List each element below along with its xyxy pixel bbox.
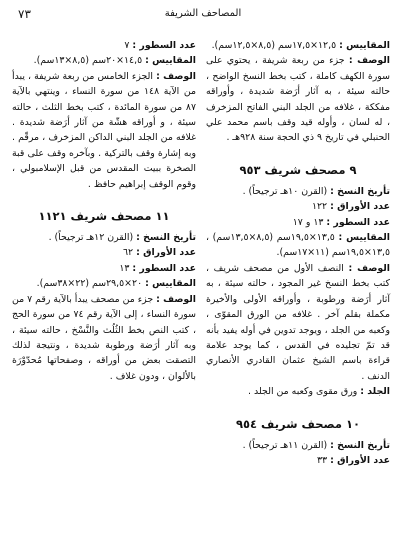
entry-leaves: [12, 245, 196, 260]
field-label: المقاييس :: [338, 232, 391, 244]
field-value: ٢٠×٢٩,٥سم (٢٢×٣٨سم).: [36, 278, 143, 290]
right-column: [206, 38, 390, 468]
field-value: (القرن ١٢هـ ترجيحاً) .: [48, 232, 134, 244]
field-value: ٦٢: [123, 247, 134, 259]
field-label: تأريخ النسخ :: [330, 185, 390, 197]
entry-heading-953: ٩ مصحف شريف ٩٥٣: [239, 162, 357, 177]
field-value: (القرن ١١هـ ترجيحاً) .: [242, 439, 328, 451]
field-label: الوصف :: [348, 55, 390, 67]
field-label: تأريخ النسخ :: [330, 439, 390, 451]
entry-copy-date: [12, 230, 196, 245]
entry-binding: [206, 384, 390, 399]
field-label: الجلد :: [360, 386, 390, 398]
entry-heading-954: ١٠ مصحف شريف ٩٥٤: [235, 416, 361, 431]
field-value: ١٤,٥×٢٠سم (٨,٥×١٣سم).: [33, 55, 143, 67]
entry-dimensions: [206, 230, 390, 261]
entry-description: [12, 69, 196, 192]
entry-description: [12, 292, 196, 384]
entry-leaves: [206, 199, 390, 214]
field-value: ٣٣: [317, 454, 328, 466]
field-label: المقاييس :: [145, 278, 196, 290]
entry-lines: [12, 38, 196, 53]
field-label: عدد الأوراق :: [330, 454, 390, 466]
field-value: النصف الأول من مصحف شريف ، كتب بخط النسخ غير المجود ، حالته سيئة ، به آثار أرَضة ورطوبة ، وأوراقه الأولى والأخيرة مكملة بقلم آخر . غلافه من الورق المقوّى ، وكعبه من الجلد ، ويوجد تدوين في أوله يفيد بأنه قد تمّ تجليده في القدس ، كما يوجد علامة قراءة باسم الشيخ عثمان القادري الأنصاري الدنف .: [206, 262, 390, 382]
field-value: ١٢,٥×١٧,٥سم (٨,٥×١٢,٥سم).: [211, 40, 337, 51]
field-label: تأريخ النسخ :: [136, 232, 196, 244]
field-value: ١٣: [119, 262, 130, 274]
entry-copy-date: [206, 184, 390, 199]
field-value: جزء من مصحف يبدأ بالآية رقم ٧ من سورة النساء ، إلى الآية رقم ٧٤ من سورة الحج ، كتب النص بخط الثُلُث والنَّسْخ ، حالته سيئة ، وبه آثار أرَضة ورطوبة شديدة ، ونتيجة لذلك التصقت بعض من أوراقه ، وصفحاتها مُحدّوْرَة بالألوان ، ودون غلاف .: [11, 293, 196, 382]
page-number: ٧٣: [18, 7, 31, 21]
field-label: الوصف :: [348, 262, 391, 274]
field-label: عدد السطور :: [132, 40, 196, 51]
field-value: ٧: [124, 40, 130, 51]
field-value: الجزء الخامس من ربعة شريفة ، يبدأ من الآية ١٤٨ من سورة النساء ، وينتهي بالآية ٨٧ من سورة المائدة ، كتب بخط الثلث ، حالته سيئة ، و أوراقه هشّة من آثار أرَضة شديدة . غلافه من الجلد البني الداكن المزخرف ، مرقّم . وبه إشارة وقف بالتركية . وبآخره وقف على قبة الصخرة ببيت المقدس من قبل الإسلامبولي ، وقوم الوقف إبراهيم حافظ .: [12, 70, 196, 190]
entry-dimensions: [206, 38, 390, 53]
field-label: عدد السطور :: [326, 216, 390, 228]
field-label: عدد السطور :: [132, 262, 196, 274]
field-value: (القرن ١٠هـ ترجيحاً) .: [242, 185, 328, 197]
field-value: ١٣ و ١٧: [292, 216, 324, 228]
entry-description: [206, 261, 390, 384]
field-label: الوصف :: [156, 293, 196, 305]
field-value: ١٣,٥×١٩,٥سم (٨,٥×١٣,٥سم) ، ١٣,٥×١٩,٥سم (١١×١٧سم).: [206, 232, 390, 259]
entry-lines: [206, 215, 390, 230]
field-value: ورق مقوى وكعبه من الجلد .: [248, 386, 358, 398]
entry-heading-1121: ١١ مصحف شريف ١١٢١: [38, 209, 170, 224]
field-value: ١٢٢: [311, 201, 328, 213]
field-value: جزء من ربعة شريفة ، يحتوي على سورة الكهف كاملة ، كتب بخط النسخ الواضح ، حالته سيئة ، به آثار أرَضة شديدة ، وأوراقه مفككة ، غلافه من الجلد البني الفاتح المزخرف ، له لسان ، وأوله قيد وقف باسم محمد علي الحنبلي في تاريخ ٩ ذي الحجة سنة ٩٢٨هـ .: [206, 55, 390, 144]
entry-dimensions: [12, 276, 196, 291]
entry-leaves: [206, 453, 390, 468]
field-label: المقاييس :: [145, 55, 196, 67]
field-label: عدد الأوراق :: [136, 247, 196, 259]
running-title: المصاحف الشريفة: [164, 8, 242, 19]
entry-lines: [12, 261, 196, 276]
field-label: عدد الأوراق :: [330, 201, 390, 213]
left-column: [12, 38, 196, 384]
field-label: المقاييس :: [339, 40, 390, 51]
entry-dimensions: [12, 53, 196, 68]
entry-copy-date: [206, 438, 390, 453]
field-label: الوصف :: [156, 70, 197, 82]
entry-description: [206, 53, 390, 145]
